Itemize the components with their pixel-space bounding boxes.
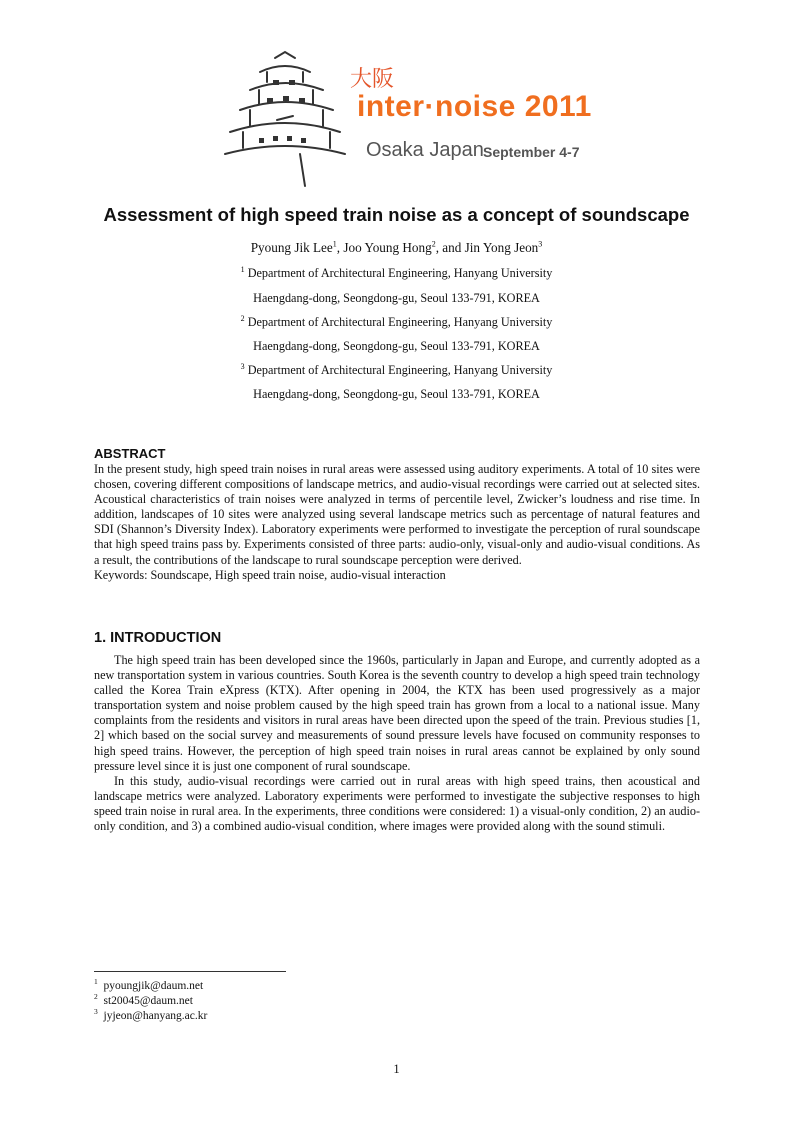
abstract-text: In the present study, high speed train noises in rural areas were assessed using auditory experiments. A total of 10 sites were chosen, covering different compositions of landscape metrics, and audio-visual recordings were carried out at selected sites. Acoustical characteristics of train noises were analyzed in terms of percentile level, Zwicker’s loudness and rise time. In addition, landscapes of 10 sites were analyzed using several landscape metrics such as percentage of natural features and SDI (Shannon’s Diversity Index). Laboratory experiments were performed to investigate the perception of rural soundscape that high speed trains pass by. Experiments consisted of three parts: audio-only, visual-only and audio-visual conditions. As a result, the contributions of the landscape to rural soundscape perception were derived. xyxy=(94,462,700,567)
affiliation-dept xyxy=(0,315,793,330)
author-name: Pyoung Jik Lee xyxy=(250,240,333,255)
footnote-sup: 2 xyxy=(94,992,98,1002)
footnote-email: pyoungjik@daum.net xyxy=(103,980,204,992)
footnote-email: st20045@daum.net xyxy=(103,995,193,1007)
affiliation-dept-text: Department of Architectural Engineering, Hanyang University xyxy=(247,266,553,280)
affiliation-sup: 2 xyxy=(240,313,245,323)
abstract-body xyxy=(94,462,700,583)
author-sup: 2 xyxy=(431,239,436,249)
introduction-paragraph: The high speed train has been developed since the 1960s, particularly in Japan and Europe, and currently adopted as a new transportation system in various countries. South Korea is the seventh country to develop a high speed train technology called the Korea Train eXpress (KTX). After opening in 2004, the KTX has been used progressively as a major transportation system and noise problem caused by the high speed train has grown from a local to a national issue. Many complaints from the residents and visitors in rural areas have been directed upon the speed of the train. Previous studies [1, 2] which based on the social survey and measurements of sound pressure levels have focused on community responses to high speed trains. However, the perception of high speed train noises in rural areas cannot be explained by only sound pressure level since it is just one component of rural soundscape. xyxy=(94,653,700,773)
affiliation-sup: 3 xyxy=(240,361,245,371)
introduction-heading: 1. INTRODUCTION xyxy=(94,630,222,646)
logo-city: Osaka Japan xyxy=(366,139,484,161)
logo-dates: September 4-7 xyxy=(483,144,580,160)
footnote-rule xyxy=(94,971,286,972)
affiliation-dept xyxy=(0,363,793,378)
affiliation-address: Haengdang-dong, Seongdong-gu, Seoul 133-791, KOREA xyxy=(253,291,540,305)
keywords: Keywords: Soundscape, High speed train noise, audio-visual interaction xyxy=(94,567,446,582)
author-list xyxy=(0,240,793,256)
footnote-sup: 3 xyxy=(94,1007,98,1017)
footnote xyxy=(94,977,204,992)
logo-brand: inter·noise 2011 xyxy=(357,90,592,123)
affiliation-sup: 1 xyxy=(240,264,245,274)
footnote xyxy=(94,992,193,1007)
author-separator: , and xyxy=(435,240,465,255)
affiliation-address: Haengdang-dong, Seongdong-gu, Seoul 133-791, KOREA xyxy=(253,339,540,353)
author-name: Jin Yong Jeon xyxy=(464,240,539,255)
author-separator: , xyxy=(336,240,344,255)
affiliation-address: Haengdang-dong, Seongdong-gu, Seoul 133-791, KOREA xyxy=(253,387,540,401)
paper-title: Assessment of high speed train noise as a concept of soundscape xyxy=(103,204,690,225)
introduction-body xyxy=(94,653,700,834)
author-sup: 1 xyxy=(332,239,337,249)
author-sup: 3 xyxy=(538,239,543,249)
logo-kanji: 大阪 xyxy=(350,67,395,92)
abstract-heading: ABSTRACT xyxy=(94,446,166,461)
osaka-castle-icon xyxy=(215,50,355,190)
affiliation-dept-text: Department of Architectural Engineering, Hanyang University xyxy=(247,315,553,329)
introduction-paragraph: In this study, audio-visual recordings were carried out in rural areas with high speed trains, then acoustical and landscape metrics were analyzed. Laboratory experiments were performed to investigate the subjective responses to high speed train noise in rural area. In the experiments, three conditions were considered: 1) a visual-only condition, 2) an audio-only condition, and 3) a combined audio-visual condition, where images were provided along with the sound stimuli. xyxy=(94,773,700,834)
footnote-sup: 1 xyxy=(94,977,98,987)
affiliation-dept xyxy=(0,266,793,281)
author-name: Joo Young Hong xyxy=(343,240,432,255)
footnote-email: jyjeon@hanyang.ac.kr xyxy=(103,1010,208,1022)
page-number: 1 xyxy=(393,1062,400,1076)
affiliation-dept-text: Department of Architectural Engineering, Hanyang University xyxy=(247,363,553,377)
footnote xyxy=(94,1007,208,1022)
